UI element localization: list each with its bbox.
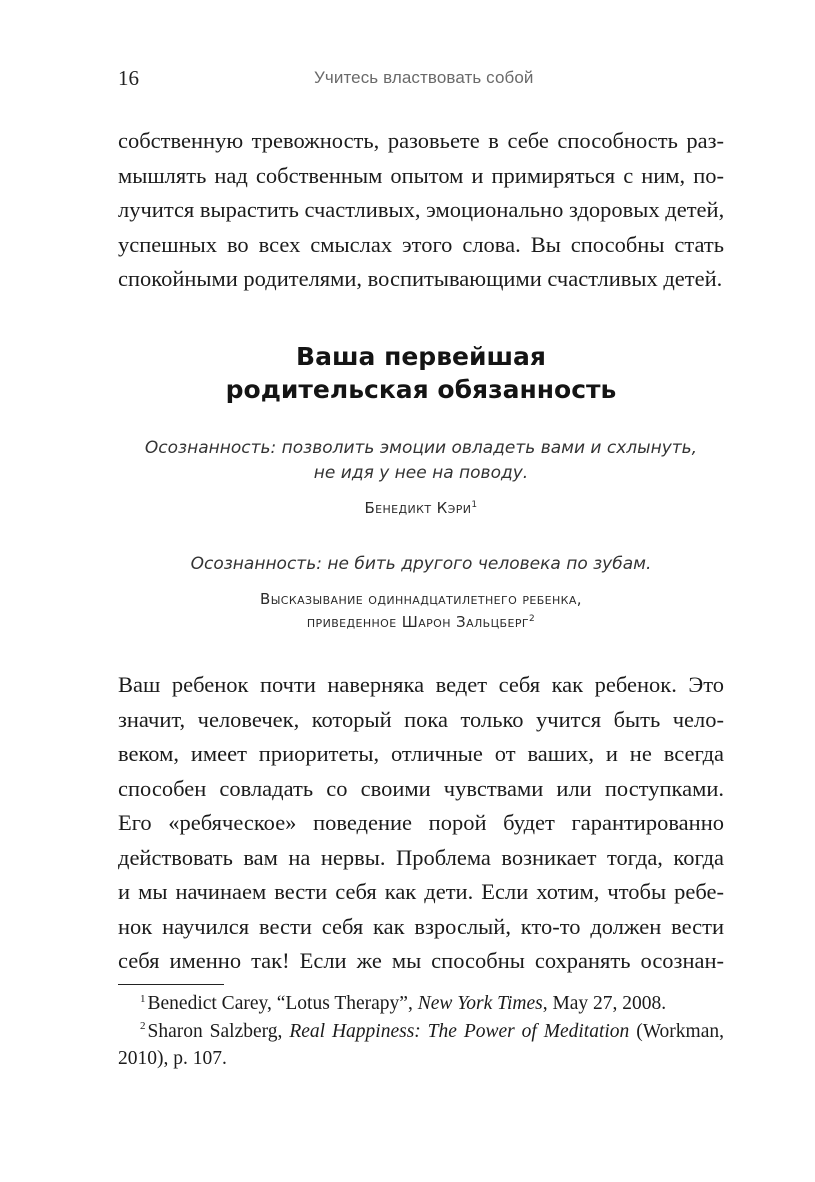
epigraph-quote	[118, 552, 724, 577]
text-line: лучится вырастить счастливых, эмоционально здоровых детей,	[118, 197, 725, 222]
text-line: способен совладать со своими чувствами или поступками.	[118, 775, 724, 801]
footnote-number: 2	[140, 1020, 146, 1032]
footnote-ref: 1	[471, 500, 478, 510]
text-line: успешных во всех смыслах этого слова. Вы способны стать	[118, 231, 724, 257]
text-line: себя именно так! Если же мы способны сохранять осознан-	[118, 948, 724, 973]
running-header	[118, 66, 724, 92]
footnote-2-continued: 2010), p. 107.	[118, 1048, 227, 1069]
text-line: и мы начинаем вести себя как дети. Если хотим, чтобы ребе-	[118, 879, 724, 904]
paragraph	[118, 668, 724, 979]
text-line: спокойными родителями, воспитывающими счастливых детей.	[118, 266, 723, 291]
footnote-ref: 2	[529, 614, 536, 624]
text-line: значит, человечек, который пока только учится быть чело-	[118, 706, 724, 732]
footnote-text: Sharon Salzberg,	[147, 1020, 290, 1042]
text-line: Его «ребяческое» поведение порой будет гарантированно	[118, 810, 724, 835]
footnote-text: (Workman,	[629, 1020, 724, 1042]
page-number: 16	[118, 66, 139, 90]
epigraph-attribution-line	[118, 611, 724, 634]
footnote-source-title: New York Times	[417, 993, 543, 1014]
epigraph	[118, 436, 724, 520]
text-line: собственную тревожность, разовьете в себе способность раз-	[118, 128, 724, 153]
footnote-source-title: Real Happiness: The Power of Meditation	[289, 1020, 630, 1042]
footnote-text: Benedict Carey, “Lotus Therapy”,	[147, 993, 418, 1014]
epigraph-attribution	[118, 497, 724, 520]
section-heading-line: Ваша первейшая	[296, 342, 546, 371]
epigraph-quote-line: Осознанность: не бить другого человека по зубам.	[190, 554, 652, 574]
footnote-divider	[118, 984, 224, 985]
footnote-number: 1	[140, 992, 146, 1005]
footnote-text: , May 27, 2008.	[542, 993, 667, 1014]
footnote-2	[118, 1018, 724, 1046]
epigraph-attribution-line: Высказывание одиннадцатилетнего ребенка,	[260, 590, 582, 608]
epigraph-quote	[118, 436, 724, 486]
footnotes	[118, 990, 724, 1073]
text-line: действовать вам на нервы. Проблема возникает тогда, когда	[118, 844, 724, 870]
running-title: Учитесь властвовать собой	[314, 68, 534, 87]
epigraph-quote-line: Осознанность: позволить эмоции овладеть вами и схлынуть,	[144, 438, 698, 458]
epigraph-author: Бенедикт Кэри	[364, 499, 472, 517]
text-line: нок научился вести себя как взрослый, кто-то должен вести	[118, 913, 724, 939]
epigraph-attribution	[118, 588, 724, 634]
epigraph-quote-line: не идя у нее на поводу.	[313, 463, 529, 483]
paragraph-continued	[118, 124, 724, 297]
section-heading	[118, 340, 724, 406]
epigraph-attribution-text: приведенное Шарон Зальцберг	[306, 613, 529, 631]
epigraph	[118, 552, 724, 634]
text-line: мышлять над собственным опытом и примиряться с ним, по-	[118, 162, 724, 188]
section-heading-line: родительская обязанность	[225, 375, 617, 404]
footnote-1	[118, 990, 724, 1018]
text-line: веком, имеет приоритеты, отличные от ваших, и не всегда	[118, 741, 724, 766]
text-line: Ваш ребенок почти наверняка ведет себя как ребенок. Это	[118, 672, 724, 697]
